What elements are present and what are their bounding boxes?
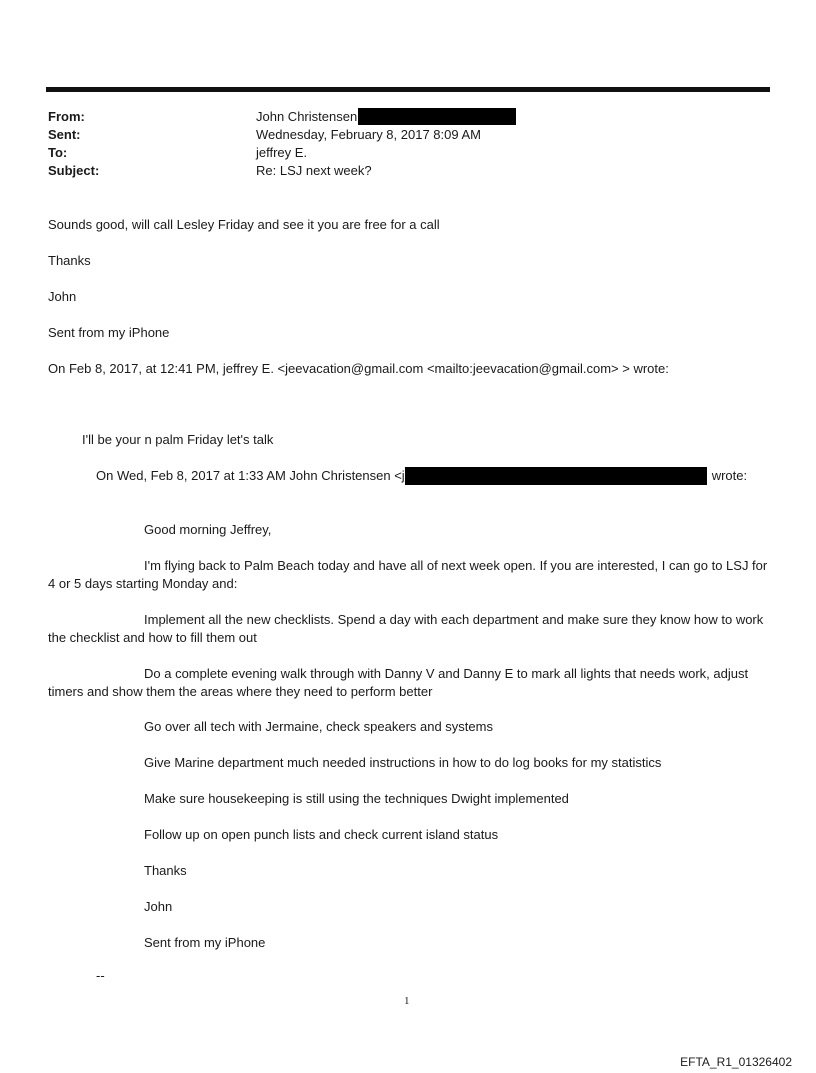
to-value: jeffrey E. bbox=[256, 145, 308, 160]
list-item: Go over all tech with Jermaine, check speakers and systems bbox=[144, 719, 493, 734]
sent-value: Wednesday, February 8, 2017 8:09 AM bbox=[256, 127, 481, 142]
quoted-line: I'll be your n palm Friday let's talk bbox=[82, 432, 274, 447]
body-thanks: Thanks bbox=[48, 253, 91, 268]
reply-header-prefix: On Wed, Feb 8, 2017 at 1:33 AM John Christensen <j bbox=[96, 468, 405, 483]
reply-header bbox=[96, 467, 747, 485]
list-item: Implement all the new checklists. Spend a day with each department and make sure they know how to work the checklist and how to fill them out bbox=[48, 612, 764, 645]
from-name: John Christensen bbox=[256, 109, 358, 124]
body-signature: John bbox=[48, 289, 77, 304]
quoted-thanks: Thanks bbox=[144, 863, 187, 878]
sent-label: Sent: bbox=[48, 127, 81, 142]
redaction-box bbox=[358, 108, 516, 125]
to-label: To: bbox=[48, 145, 68, 160]
subject-value: Re: LSJ next week? bbox=[256, 163, 372, 178]
quoted-signature: John bbox=[144, 899, 173, 914]
list-item: Give Marine department much needed instructions in how to do log books for my statistics bbox=[144, 755, 662, 770]
quote-header: On Feb 8, 2017, at 12:41 PM, jeffrey E. <jeevacation@gmail.com <mailto:jeevacation@gmail.com> > wrote: bbox=[48, 361, 669, 376]
from-label: From: bbox=[48, 109, 85, 124]
list-item: Do a complete evening walk through with Danny V and Danny E to mark all lights that needs work, adjust timers and show them the areas where they need to perform better bbox=[48, 666, 749, 699]
intro-paragraph: I'm flying back to Palm Beach today and have all of next week open. If you are interested, I can go to LSJ for 4 or 5 days starting Monday and: bbox=[48, 558, 768, 591]
reply-header-suffix: wrote: bbox=[711, 468, 748, 483]
header-rule bbox=[46, 87, 770, 92]
from-value bbox=[256, 108, 516, 126]
document-id: EFTA_R1_01326402 bbox=[680, 1055, 792, 1069]
greeting: Good morning Jeffrey, bbox=[144, 522, 272, 537]
signature-dashes: -- bbox=[96, 968, 105, 983]
list-item: Make sure housekeeping is still using the techniques Dwight implemented bbox=[144, 791, 569, 806]
body-line: Sounds good, will call Lesley Friday and see it you are free for a call bbox=[48, 217, 440, 232]
page-number: 1 bbox=[404, 995, 410, 1007]
body-sent-from: Sent from my iPhone bbox=[48, 325, 170, 340]
quoted-sent-from: Sent from my iPhone bbox=[144, 935, 266, 950]
subject-label: Subject: bbox=[48, 163, 100, 178]
redaction-box bbox=[405, 467, 707, 485]
list-item: Follow up on open punch lists and check current island status bbox=[144, 827, 499, 842]
